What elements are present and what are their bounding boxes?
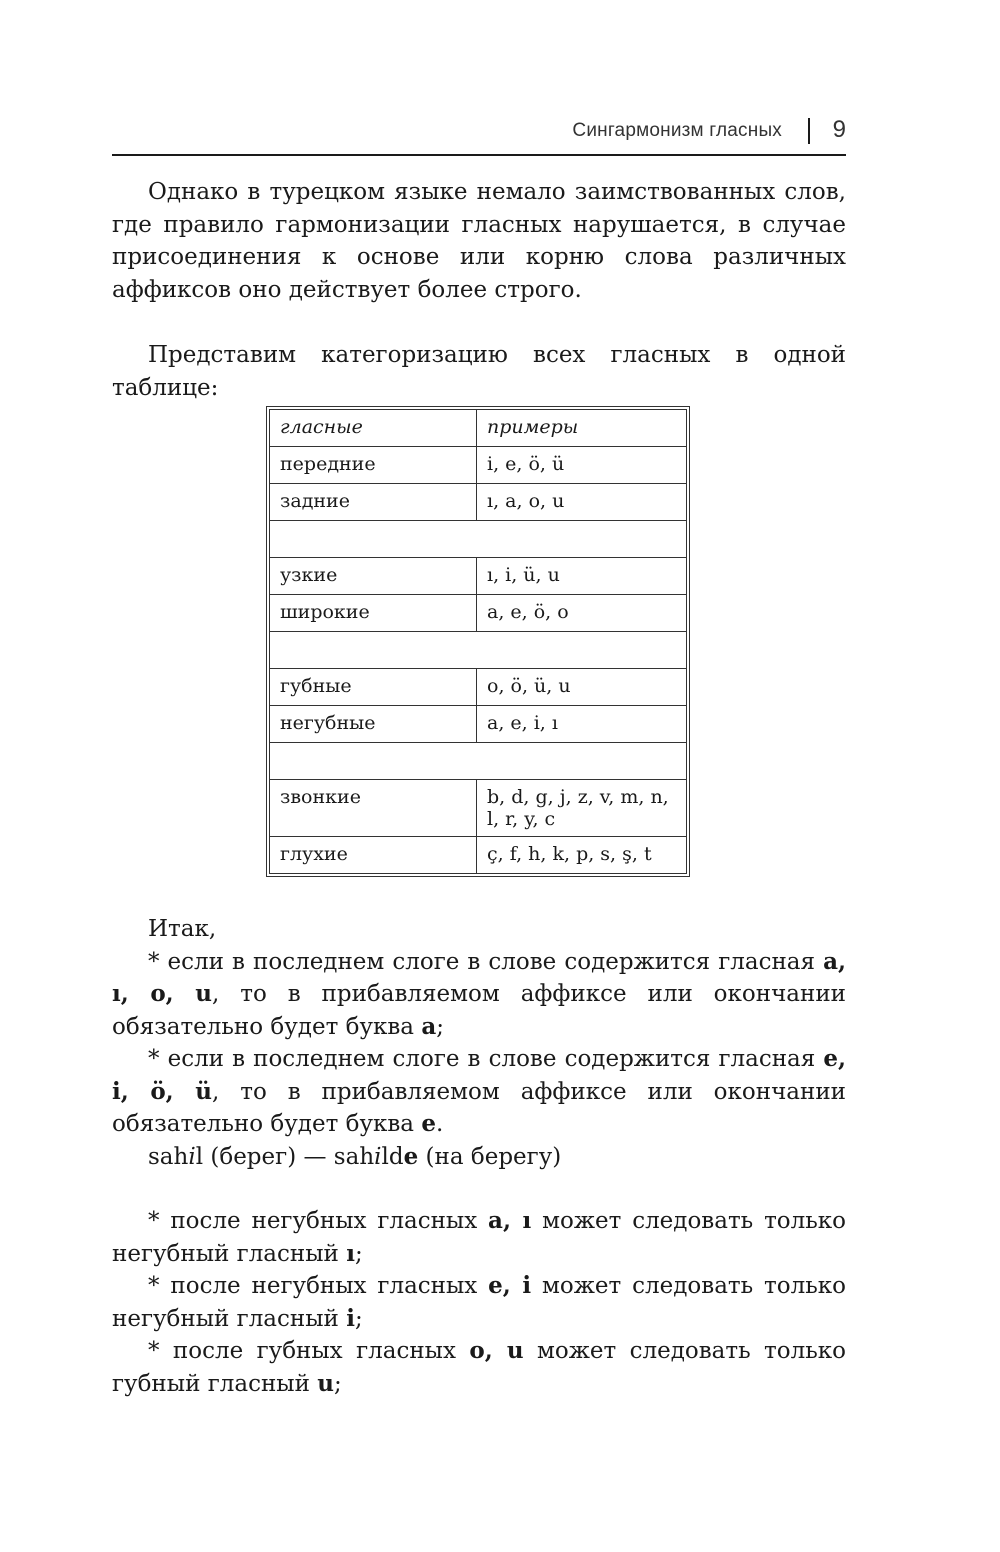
table-cell-category: губные bbox=[270, 669, 477, 706]
rule-letter: a bbox=[421, 1012, 437, 1040]
rule-letter: u bbox=[317, 1369, 334, 1397]
rule-lead: * если в последнем слоге в слове содержится гласная bbox=[148, 948, 824, 975]
rule-lead: * если в последнем слоге в слове содержится гласная bbox=[148, 1046, 824, 1072]
intro-section bbox=[112, 176, 846, 306]
table-row bbox=[270, 669, 687, 706]
table-cell-category: задние bbox=[270, 484, 477, 521]
running-head-separator bbox=[808, 118, 810, 144]
example-gloss: (на берегу) bbox=[418, 1143, 562, 1170]
running-head-title: Сингармонизм гласных bbox=[572, 120, 782, 141]
rule-item bbox=[112, 946, 846, 1044]
table-row bbox=[270, 706, 687, 743]
table-row bbox=[270, 484, 687, 521]
rule-letter: ı bbox=[346, 1239, 355, 1267]
table-spacer-cell bbox=[270, 743, 687, 780]
table-cell-examples: ç, f, h, k, p, s, ş, t bbox=[477, 837, 687, 874]
rule-middle: может следовать только негубный гласный bbox=[112, 1273, 846, 1332]
rule-item bbox=[112, 1043, 846, 1141]
table-cell-category: широкие bbox=[270, 595, 477, 632]
table-header-cell: гласные bbox=[270, 410, 477, 447]
table-spacer-row bbox=[270, 743, 687, 780]
intro-paragraph: Однако в турецком языке немало заимствованных слов, где правило гармонизации гласных нарушается, в случае присоединения к основе или корню слова различных аффиксов оно действует более строго. bbox=[112, 179, 846, 303]
table-row bbox=[270, 780, 687, 837]
table-cell-examples: a, e, i, ı bbox=[477, 706, 687, 743]
table-row bbox=[270, 837, 687, 874]
table-cell-examples: ı, a, o, u bbox=[477, 484, 687, 521]
rule-middle: может следовать только губный гласный bbox=[112, 1338, 846, 1397]
example-word-part: sah bbox=[148, 1143, 189, 1170]
rule-lead: * после негубных гласных bbox=[148, 1208, 489, 1234]
table-cell-examples: i, e, ö, ü bbox=[477, 447, 687, 484]
table-cell-category: узкие bbox=[270, 558, 477, 595]
rule-letter: e bbox=[421, 1110, 436, 1137]
rule-middle: , то в прибавляемом аффиксе или окончании обязательно будет буква bbox=[112, 981, 846, 1040]
table-spacer-cell bbox=[270, 632, 687, 669]
table-lead-section bbox=[112, 339, 846, 404]
rule-letter: i bbox=[346, 1304, 355, 1332]
table-spacer-row bbox=[270, 632, 687, 669]
rule-lead: * после негубных гласных bbox=[148, 1273, 489, 1299]
table-cell-examples: ı, i, ü, u bbox=[477, 558, 687, 595]
rule-end: ; bbox=[354, 1305, 363, 1332]
rule-end: ; bbox=[354, 1240, 363, 1267]
table-cell-category: передние bbox=[270, 447, 477, 484]
table-cell-category: негубные bbox=[270, 706, 477, 743]
table-cell-examples: b, d, g, j, z, v, m, n, l, r, y, c bbox=[477, 780, 687, 837]
example-gloss: (берег) — bbox=[203, 1143, 334, 1170]
rule-item bbox=[112, 1270, 846, 1335]
rule-middle: может следовать только негубный гласный bbox=[112, 1208, 846, 1267]
rules-section-1 bbox=[112, 913, 846, 1173]
example-word-part: i bbox=[188, 1143, 196, 1170]
example-word-part: ld bbox=[381, 1143, 404, 1170]
rule-middle: , то в прибавляемом аффиксе или окончании обязательно будет буква bbox=[112, 1078, 846, 1137]
rule-vowels: e, i, ö, ü bbox=[112, 1045, 846, 1105]
rule-vowels: e, i bbox=[488, 1272, 532, 1299]
table-row bbox=[270, 558, 687, 595]
table-spacer-cell bbox=[270, 521, 687, 558]
rule-end: ; bbox=[333, 1370, 342, 1397]
example-word-part: e bbox=[403, 1142, 419, 1170]
rule-vowels: a, ı, o, u bbox=[112, 947, 846, 1007]
table-row bbox=[270, 447, 687, 484]
rule-vowels: o, u bbox=[469, 1337, 524, 1364]
rules-intro: Итак, bbox=[148, 916, 217, 942]
table-cell-category: глухие bbox=[270, 837, 477, 874]
table-cell-category: звонкие bbox=[270, 780, 477, 837]
rule-end: ; bbox=[436, 1013, 444, 1040]
table-cell-examples: o, ö, ü, u bbox=[477, 669, 687, 706]
example-line bbox=[112, 1141, 846, 1174]
example-word-part: sah bbox=[333, 1143, 375, 1170]
table-lead-paragraph: Представим категоризацию всех гласных в одной таблице: bbox=[112, 342, 846, 401]
rule-item bbox=[112, 1335, 846, 1400]
table-cell-examples: a, e, ö, o bbox=[477, 595, 687, 632]
table-spacer-row bbox=[270, 521, 687, 558]
page-number: 9 bbox=[832, 116, 846, 143]
table-row bbox=[270, 595, 687, 632]
rule-item bbox=[112, 1205, 846, 1270]
running-head bbox=[112, 118, 846, 156]
example-word-part: l bbox=[195, 1143, 204, 1170]
rules-section-2 bbox=[112, 1205, 846, 1400]
rule-vowels: a, ı bbox=[488, 1207, 532, 1234]
vowel-table bbox=[266, 406, 690, 877]
example-word-part: i bbox=[374, 1143, 382, 1170]
rule-lead: * после губных гласных bbox=[148, 1338, 470, 1364]
table-header-row bbox=[270, 410, 687, 447]
table-header-cell: примеры bbox=[477, 410, 687, 447]
rule-end: . bbox=[435, 1111, 444, 1137]
